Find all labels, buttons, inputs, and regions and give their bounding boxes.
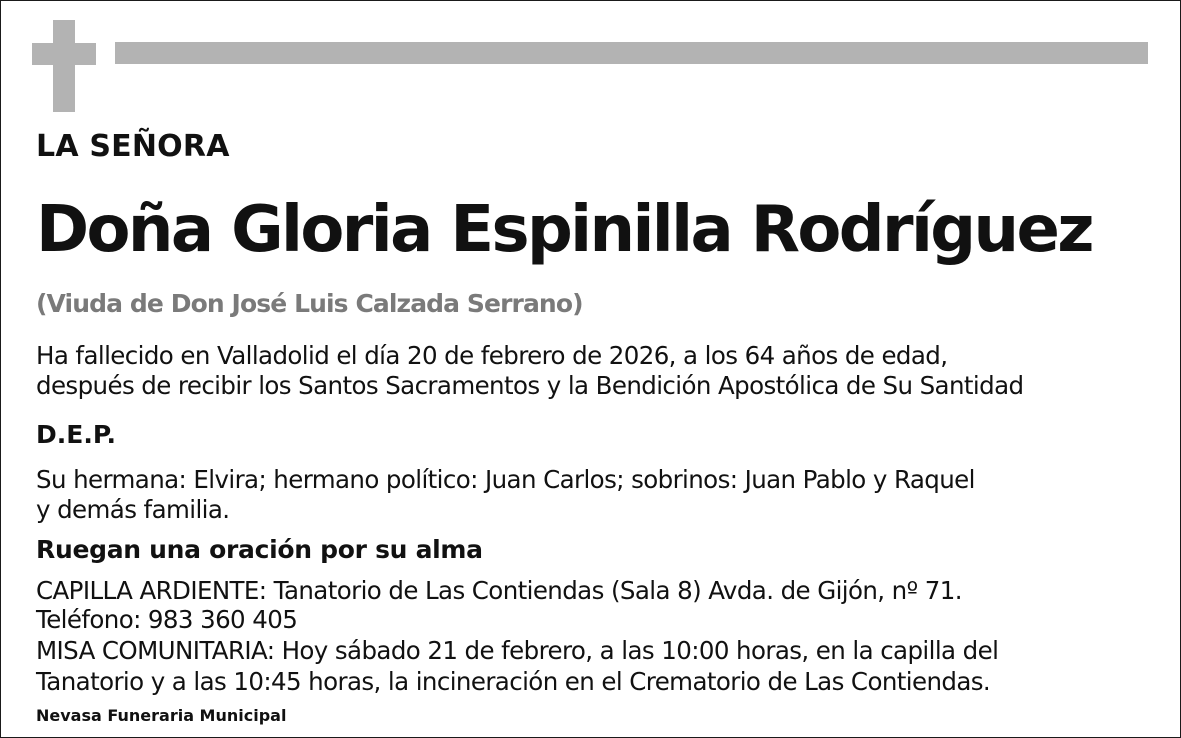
family-line-2: y demás familia. [36,495,230,524]
widow-note: (Viuda de Don José Luis Calzada Serrano) [36,289,583,318]
death-notice-line-1: Ha fallecido en Valladolid el día 20 de febrero de 2026, a los 64 años de edad, [36,341,948,370]
services-line-3: MISA COMUNITARIA: Hoy sábado 21 de febrero, a las 10:00 horas, en la capilla del [36,636,999,665]
deceased-name: Doña Gloria Espinilla Rodríguez [36,193,1092,267]
header-divider-bar [115,42,1148,64]
services-line-1: CAPILLA ARDIENTE: Tanatorio de Las Contiendas (Sala 8) Avda. de Gijón, nº 71. [36,576,962,605]
death-notice-line-2: después de recibir los Santos Sacramentos y la Bendición Apostólica de Su Santidad [36,371,1024,400]
rip-heading: D.E.P. [36,420,117,449]
services-line-4: Tanatorio y a las 10:45 horas, la incineración en el Crematorio de Las Contiendas. [36,667,991,696]
cross-icon-crossbar [32,43,96,65]
services-line-2: Teléfono: 983 360 405 [36,605,298,634]
cross-icon [53,20,75,112]
salutation: LA SEÑORA [36,129,230,164]
prayer-request: Ruegan una oración por su alma [36,535,483,564]
funeral-home: Nevasa Funeraria Municipal [36,706,287,725]
family-line-1: Su hermana: Elvira; hermano político: Juan Carlos; sobrinos: Juan Pablo y Raquel [36,465,975,494]
